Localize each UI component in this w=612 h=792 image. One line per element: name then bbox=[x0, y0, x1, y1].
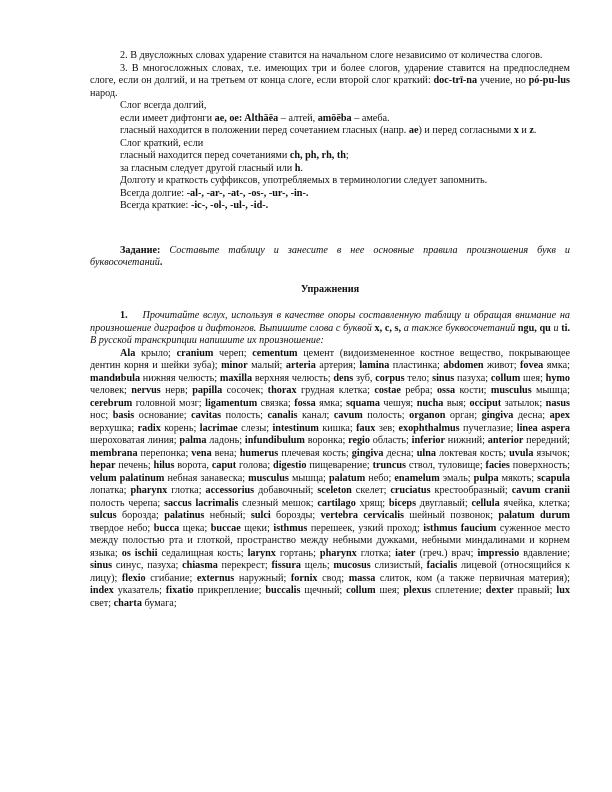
vocab-term: palatinus bbox=[164, 510, 205, 521]
vocab-translation: зуб, bbox=[353, 372, 376, 384]
vocab-term: sulcus bbox=[90, 510, 117, 521]
short-rule-1-text: гласный находится перед сочетаниями bbox=[120, 150, 290, 161]
vocab-translation: борозда; bbox=[116, 510, 165, 521]
rule-3-number: 3. bbox=[120, 62, 128, 74]
long-syllable-rule-2 bbox=[90, 125, 570, 138]
vocab-translation: выя; bbox=[443, 397, 470, 409]
vocab-translation: небный; bbox=[204, 510, 251, 521]
vocab-term: isthmus faucium bbox=[423, 522, 497, 534]
vocab-translation: щеки; bbox=[240, 522, 274, 534]
vocab-term: organon bbox=[409, 410, 446, 421]
vocab-translation: суженное место между полостью рта и глоткой, пространство между небными дужками, небными миндалинами и корнем языка; bbox=[90, 522, 570, 559]
vocab-translation: зев; bbox=[375, 422, 399, 434]
vocab-translation: скелет; bbox=[351, 485, 391, 496]
vocab-translation: вдавление; bbox=[519, 547, 570, 559]
vocab-translation: воронка; bbox=[304, 435, 349, 446]
vocab-term: saccus lacrimalis bbox=[163, 497, 239, 509]
vocab-term: flexio bbox=[121, 572, 146, 584]
vocab-term: sinus bbox=[90, 560, 113, 571]
vocab-translation: ладонь; bbox=[206, 435, 245, 446]
vocab-translation: седалищная кость; bbox=[157, 547, 248, 559]
long-rule-2-text: гласный находится в положении перед сочетанием гласных (напр. bbox=[120, 125, 409, 136]
vocab-term: musculus bbox=[490, 385, 532, 396]
vocab-translation: локтевая кость; bbox=[436, 447, 510, 459]
vocab-translation: ворота, bbox=[174, 460, 212, 471]
vocab-translation: шероховатая линия; bbox=[90, 435, 180, 446]
vocab-term: caput bbox=[211, 460, 237, 471]
vocab-term: mandиbula bbox=[90, 372, 141, 384]
vocab-term: pharynx bbox=[319, 547, 357, 559]
vocab-term: enamelum bbox=[394, 472, 440, 484]
vocab-term: uvula bbox=[509, 447, 534, 459]
long-rule-2-end: . bbox=[533, 125, 537, 136]
vocab-translation: мышца; bbox=[288, 472, 329, 484]
vocab-term: exophthalmus bbox=[398, 422, 460, 434]
exercise-1-letters: x, c, s, bbox=[374, 322, 402, 334]
vocab-translation: перекрест; bbox=[217, 560, 272, 571]
vocab-translation: шея; bbox=[520, 372, 546, 384]
task-label: Задание: bbox=[120, 244, 161, 256]
vocab-translation: крестообразный; bbox=[430, 485, 512, 496]
vocab-translation: глотка; bbox=[356, 547, 396, 559]
vocab-translation: правый; bbox=[513, 585, 557, 596]
exercise-1-instructions bbox=[90, 310, 570, 348]
vocab-translation: печень; bbox=[115, 460, 154, 471]
vocab-translation: шея; bbox=[375, 585, 404, 596]
vocab-translation: щель; bbox=[300, 560, 334, 571]
vocab-translation: наружный; bbox=[234, 572, 291, 584]
vocab-term: gingiva bbox=[351, 447, 384, 459]
vocab-term: fovea bbox=[520, 360, 544, 371]
vocab-term: basis bbox=[112, 410, 135, 421]
vocab-term: fossa bbox=[294, 397, 316, 409]
vocab-translation: (греч.) врач; bbox=[415, 547, 478, 559]
suffix-note: Долготу и краткость суффиксов, употребляемых в терминологии следует запомнить. bbox=[120, 175, 488, 186]
long-rule-2-and: и bbox=[518, 125, 530, 136]
vocab-translation: прикрепление; bbox=[193, 585, 266, 596]
vocab-translation: сгибание; bbox=[145, 572, 197, 584]
vocab-translation: череп; bbox=[213, 347, 253, 359]
task-text: Составьте таблицу и занесите в нее основные правила произношения букв и буквосочетаний bbox=[90, 244, 570, 268]
vocab-term: os ischii bbox=[121, 547, 158, 559]
vocab-term: accessorius bbox=[205, 485, 255, 496]
vocab-term: truncus bbox=[372, 460, 406, 471]
long-rule-2-x: x bbox=[513, 125, 519, 136]
vocab-translation: затылок; bbox=[501, 397, 546, 409]
short-suffixes-list: -ic-, -ol-, -ul-, -id-. bbox=[190, 200, 269, 211]
rule-3 bbox=[90, 63, 570, 101]
vocab-term: lacrimae bbox=[199, 422, 238, 434]
vocab-term: isthmus bbox=[273, 522, 308, 534]
vocab-term: index bbox=[90, 585, 114, 596]
vocab-term: palatum durum bbox=[498, 510, 571, 521]
short-suffixes bbox=[90, 200, 570, 213]
short-rule-2-end: . bbox=[300, 162, 303, 174]
vocab-term: cruciatus bbox=[390, 485, 431, 496]
vocab-translation: мякоть; bbox=[498, 472, 538, 484]
vocab-translation: добавочный; bbox=[254, 485, 318, 496]
long-suffixes-label: Всегда долгие: bbox=[120, 187, 187, 199]
vocab-translation: лопатка; bbox=[90, 485, 131, 496]
vocab-term: faux bbox=[356, 422, 376, 434]
vocab-term: nucha bbox=[416, 397, 444, 409]
vocab-term: scapula bbox=[537, 472, 570, 484]
vocab-translation: сплетение; bbox=[431, 585, 486, 596]
vocab-translation: плечевая кость; bbox=[278, 447, 352, 459]
vocab-translation: двуглавый; bbox=[416, 497, 472, 509]
vocab-term: pharynx bbox=[130, 485, 168, 496]
vocab-translation: лицевой (относящийся к лицу); bbox=[90, 560, 570, 584]
vocab-term: fissura bbox=[271, 560, 301, 571]
vocab-term: impressio bbox=[477, 547, 520, 559]
vocab-term: occiput bbox=[469, 397, 502, 409]
vocab-translation: пазуха; bbox=[454, 372, 491, 384]
vocab-translation: перешеек, узкий проход; bbox=[307, 522, 424, 534]
vocab-term: abdomen bbox=[443, 360, 484, 371]
short-suffixes-label: Всегда краткие: bbox=[120, 200, 191, 211]
exercise-1-combos: ngu, qu bbox=[517, 322, 551, 334]
vocab-translation: ребра; bbox=[400, 385, 437, 396]
vocab-term: gingiva bbox=[481, 410, 514, 421]
vocab-translation: небная занавеска; bbox=[164, 472, 249, 484]
rule-3-example-1-translation: учение, но bbox=[477, 75, 529, 86]
vocab-term: cavum cranii bbox=[511, 485, 570, 496]
spacer bbox=[90, 296, 570, 310]
vocab-translation: свод; bbox=[317, 572, 349, 584]
vocab-term: charta bbox=[113, 597, 142, 609]
vocab-translation: кости; bbox=[455, 385, 491, 396]
short-rule-1-end: ; bbox=[345, 150, 349, 161]
vocab-term: biceps bbox=[388, 497, 417, 509]
vocab-term: cementum bbox=[252, 347, 298, 359]
long-suffixes bbox=[90, 188, 570, 201]
vocab-term: chiasma bbox=[182, 560, 218, 571]
short-rule-2-term: h bbox=[294, 162, 301, 174]
vocab-term: minor bbox=[221, 360, 248, 371]
vocab-term: fixatio bbox=[165, 585, 194, 596]
vocab-translation: указатель; bbox=[113, 585, 166, 596]
short-syllable-rule-1 bbox=[90, 150, 570, 163]
vocab-term: radix bbox=[137, 422, 161, 434]
long-rule-1-term: amōēba bbox=[317, 112, 352, 124]
vocab-term: externus bbox=[196, 572, 235, 584]
vocab-term: squama bbox=[345, 397, 380, 409]
vocab-term: palatum bbox=[328, 472, 366, 484]
vocab-term: palma bbox=[179, 435, 207, 446]
long-rule-1-diphthongs: ae, oe: Althāēa bbox=[214, 112, 279, 124]
vocab-term: maxilla bbox=[219, 372, 253, 384]
vocab-translation: человек; bbox=[90, 385, 132, 396]
vocab-term: hilus bbox=[153, 460, 175, 471]
exercises-heading: Упражнения bbox=[300, 283, 360, 295]
vocab-translation: борозды; bbox=[270, 510, 321, 521]
vocab-term: vertebra cervicalis bbox=[320, 510, 405, 521]
vocab-translation: ствол, туловище; bbox=[405, 460, 486, 471]
vocab-term: musculus bbox=[248, 472, 289, 484]
vocab-term: papilla bbox=[192, 385, 223, 396]
long-syllable-rule-1 bbox=[90, 113, 570, 126]
vocab-term: cellula bbox=[471, 497, 500, 509]
vocab-translation: слезный мешок; bbox=[238, 497, 318, 509]
vocab-translation: язычок; bbox=[533, 447, 570, 459]
long-rule-1-end: – амеба. bbox=[351, 112, 390, 124]
vocab-translation: свет; bbox=[90, 597, 114, 609]
exercise-1-ti: ti. bbox=[561, 322, 570, 334]
vocab-translation: верхняя челюсть; bbox=[252, 372, 334, 384]
vocab-term: sulci bbox=[250, 510, 271, 521]
vocab-translation: слизистый, bbox=[370, 560, 427, 571]
vocab-translation: сосочек; bbox=[222, 385, 268, 396]
vocab-translation: поверхность; bbox=[509, 460, 571, 471]
vocab-translation: канал; bbox=[297, 410, 334, 421]
long-rule-2-z: z bbox=[529, 125, 534, 136]
vocab-term: fornix bbox=[290, 572, 318, 584]
vocab-translation: слиток, ком (а также первичная материя); bbox=[375, 572, 570, 584]
vocab-translation: верхушка; bbox=[90, 422, 138, 434]
long-rule-2-term: ae bbox=[408, 125, 419, 136]
vocab-term: digestio bbox=[273, 460, 307, 471]
vocab-translation: щека; bbox=[179, 522, 211, 534]
vocab-translation: цемент (видоизмененное костное вещество, покрывающее дентин корня и шейки зуба); bbox=[90, 347, 570, 371]
vocab-translation: основание; bbox=[134, 410, 192, 421]
vocab-term: humerus bbox=[239, 447, 279, 459]
short-syllable-heading: Слог краткий, если bbox=[120, 137, 204, 149]
vocab-term: regio bbox=[348, 435, 370, 446]
vocab-term: mucosus bbox=[333, 560, 371, 571]
vocab-translation: эмаль; bbox=[439, 472, 474, 484]
vocab-translation: грудная клетка; bbox=[296, 385, 375, 396]
vocab-term: dens bbox=[333, 372, 354, 384]
vocab-translation: область; bbox=[370, 435, 412, 446]
long-suffixes-list: -al-, -ar-, -at-, -os-, -ur-, -in-. bbox=[186, 187, 309, 199]
task-end: . bbox=[159, 257, 163, 268]
vocab-term: hymo bbox=[545, 372, 571, 384]
vocab-translation: полость черепа; bbox=[90, 497, 164, 509]
vocab-translation: ямка; bbox=[543, 360, 570, 371]
vocab-term: iater bbox=[395, 547, 416, 559]
exercise-1-text-3: и bbox=[550, 322, 562, 334]
vocab-term: linea aspera bbox=[516, 422, 570, 434]
spacer bbox=[90, 270, 570, 284]
vocab-term: sinus bbox=[432, 372, 455, 384]
vocab-translation: хрящ; bbox=[355, 497, 389, 509]
vocab-term: inferior bbox=[411, 435, 446, 446]
vocab-translation: ячейка, клетка; bbox=[499, 497, 570, 509]
vocab-translation: полость; bbox=[362, 410, 410, 421]
short-syllable-rule-2 bbox=[90, 163, 570, 176]
vocab-term: canalis bbox=[267, 410, 298, 421]
vocab-translation: чешуя; bbox=[379, 397, 417, 409]
vocab-term: plexus bbox=[403, 585, 432, 596]
task bbox=[90, 245, 570, 270]
vocab-translation: тело; bbox=[404, 372, 433, 384]
vocab-term: vena bbox=[191, 447, 212, 459]
vocab-term: Ala bbox=[120, 347, 136, 359]
vocab-term: sceleton bbox=[317, 485, 352, 496]
vocab-translation: голова; bbox=[236, 460, 274, 471]
vocab-term: velum palatinum bbox=[90, 472, 165, 484]
vocab-translation: орган; bbox=[445, 410, 482, 421]
vocab-term: cartilago bbox=[317, 497, 356, 509]
exercise-1-text-4: В русской транскрипции напишите их произношение: bbox=[90, 335, 324, 346]
vocab-translation: головной мозг; bbox=[132, 397, 206, 409]
long-rule-1-translation: – алтей, bbox=[278, 112, 318, 124]
vocab-term: arteria bbox=[285, 360, 316, 371]
vocab-term: corpus bbox=[375, 372, 405, 384]
vocab-term: bucca bbox=[153, 522, 180, 534]
rule-3-text: В многосложных словах, т.е. имеющих три и более слогов, ударение ставится на предпоследнем слоге, если он долгий, и на третьем от конца слоге, если второй слог краткий: bbox=[90, 62, 571, 86]
vocab-translation: живот; bbox=[483, 360, 521, 371]
vocab-term: larynx bbox=[247, 547, 276, 559]
vocab-term: dexter bbox=[485, 585, 514, 596]
vocab-translation: вена; bbox=[211, 447, 240, 459]
vocab-term: cranium bbox=[176, 347, 214, 359]
vocab-translation: полость; bbox=[221, 410, 268, 421]
vocab-term: hepar bbox=[90, 460, 116, 471]
vocab-term: membrana bbox=[90, 447, 138, 459]
vocab-term: ossa bbox=[436, 385, 456, 396]
vocab-translation: щечный; bbox=[300, 585, 347, 596]
vocab-term: massa bbox=[348, 572, 376, 584]
long-rule-1-text: если имеет дифтонги bbox=[120, 112, 215, 124]
long-syllable-heading: Слог всегда долгий, bbox=[120, 100, 207, 111]
vocab-translation: артерия; bbox=[315, 360, 360, 371]
vocab-term: buccalis bbox=[265, 585, 301, 596]
vocab-term: costae bbox=[374, 385, 401, 396]
short-rule-1-terms: ch, ph, rh, th bbox=[289, 150, 346, 161]
vocab-translation: нижняя челюсть; bbox=[140, 372, 220, 384]
vocab-term: collum bbox=[346, 585, 376, 596]
vocab-translation: нерв; bbox=[160, 385, 193, 396]
vocabulary-list bbox=[90, 348, 570, 611]
rule-2-number: 2. bbox=[120, 50, 128, 61]
vocab-translation: пищеварение; bbox=[306, 460, 373, 471]
vocab-term: thorax bbox=[267, 385, 297, 396]
vocab-translation: десна; bbox=[513, 410, 550, 421]
vocab-translation: синус, пазуха; bbox=[112, 560, 183, 571]
vocab-translation: пластинка; bbox=[389, 360, 444, 371]
vocab-translation: слезы; bbox=[237, 422, 273, 434]
vocab-translation: малый; bbox=[247, 360, 286, 371]
vocab-translation: пучеглазие; bbox=[459, 422, 517, 434]
exercise-1-number: 1. bbox=[120, 310, 128, 321]
vocab-translation: корень; bbox=[160, 422, 200, 434]
vocab-translation: связка; bbox=[257, 397, 295, 409]
vocab-term: nasus bbox=[545, 397, 571, 409]
vocab-term: anterior bbox=[487, 435, 524, 446]
vocab-term: facialis bbox=[426, 560, 458, 571]
vocab-term: nervus bbox=[131, 385, 161, 396]
vocab-term: cerebrum bbox=[90, 397, 133, 409]
vocab-term: collum bbox=[490, 372, 521, 384]
document-page bbox=[90, 50, 570, 610]
vocab-term: cavum bbox=[333, 410, 363, 421]
vocab-term: ligamentum bbox=[205, 397, 258, 409]
vocab-term: pulpa bbox=[473, 472, 499, 484]
vocab-term: cavitas bbox=[191, 410, 222, 421]
exercise-1-text-2: а также буквосочетаний bbox=[401, 322, 518, 334]
rule-3-example-2-translation: народ. bbox=[90, 87, 118, 99]
vocab-term: facies bbox=[485, 460, 510, 471]
rule-3-example-1-term: doc-trī-na bbox=[433, 75, 478, 86]
rule-2-text: В двусложных словах ударение ставится на начальном слоге независимо от количества слогов. bbox=[130, 50, 543, 61]
vocab-translation: шейный позвонок; bbox=[404, 510, 499, 521]
rule-2 bbox=[90, 50, 570, 63]
vocab-translation: небо; bbox=[365, 472, 395, 484]
vocab-term: ulna bbox=[416, 447, 437, 459]
vocab-translation: передний; bbox=[523, 435, 570, 446]
vocab-translation: бумага; bbox=[141, 597, 177, 609]
vocab-translation: твердое небо; bbox=[90, 522, 154, 534]
vocab-translation: нос; bbox=[90, 410, 113, 421]
vocab-translation: ямка; bbox=[315, 397, 346, 409]
vocab-translation: крыло; bbox=[135, 347, 177, 359]
vocab-translation: гортань; bbox=[275, 547, 320, 559]
vocab-translation: десна; bbox=[383, 447, 417, 459]
long-rule-2-mid: ) и перед согласными bbox=[418, 125, 514, 136]
rule-3-example-2-term: pó-pu-lus bbox=[528, 75, 570, 86]
vocab-term: apex bbox=[549, 410, 571, 421]
vocab-term: intestinum bbox=[272, 422, 319, 434]
exercise-1-text-1: Прочитайте вслух, используя в качестве опоры составленную таблицу и обращая внимание на произношение диграфов и дифтонгов. Выпишите слова с буквой bbox=[90, 310, 570, 334]
vocab-term: lux bbox=[556, 585, 570, 596]
vocab-translation: нижний; bbox=[445, 435, 488, 446]
vocab-translation: перепонка; bbox=[137, 447, 192, 459]
spacer bbox=[90, 213, 570, 245]
vocab-translation: глотка; bbox=[167, 485, 206, 496]
vocab-translation: кишка; bbox=[318, 422, 357, 434]
vocab-translation: мышца; bbox=[531, 385, 570, 396]
vocab-term: lamina bbox=[359, 360, 390, 371]
vocab-term: infundibulum bbox=[244, 435, 305, 446]
short-rule-2-text: за гласным следует другой гласный или bbox=[120, 162, 295, 174]
vocab-term: buccae bbox=[210, 522, 241, 534]
